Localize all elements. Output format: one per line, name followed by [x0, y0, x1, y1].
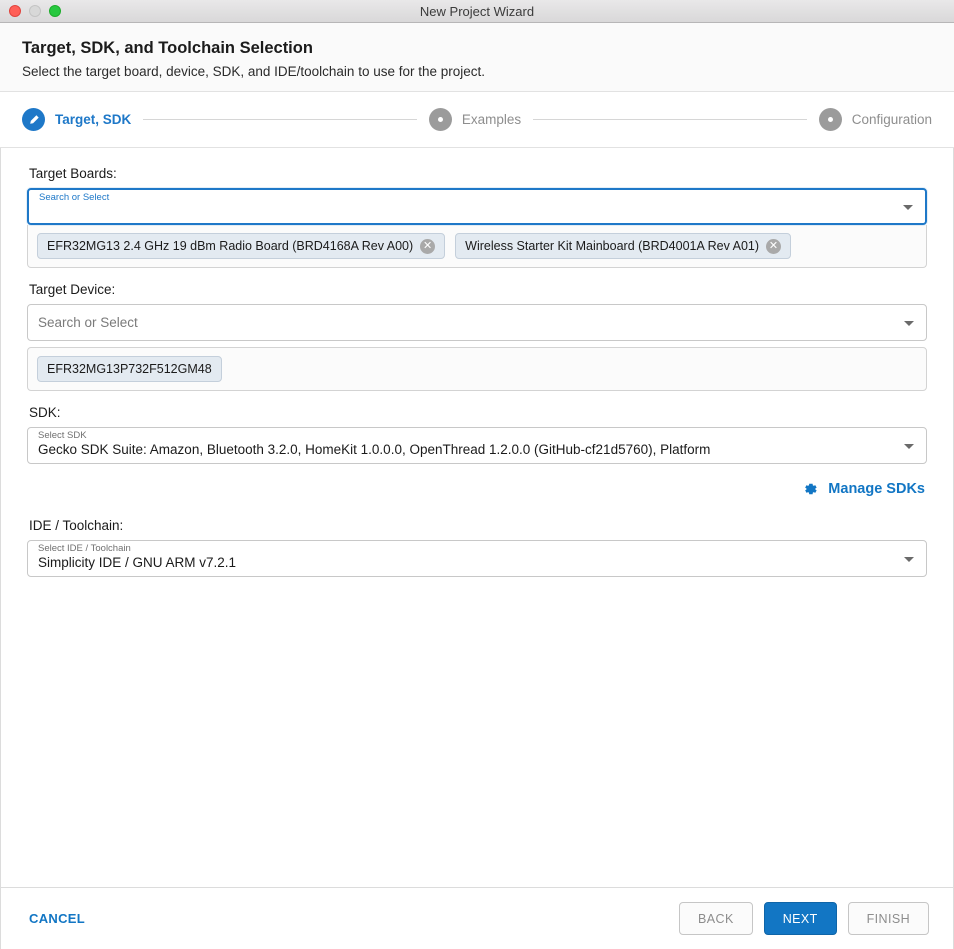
- chip-item[interactable]: [37, 233, 445, 259]
- chevron-down-icon[interactable]: [904, 557, 914, 562]
- chip-remove-icon[interactable]: ✕: [420, 239, 435, 254]
- sdk-label: SDK:: [29, 405, 61, 420]
- stepper-divider-2: [533, 119, 807, 120]
- step-label: Examples: [461, 112, 522, 127]
- chip-label: Wireless Starter Kit Mainboard (BRD4001A Rev A01): [465, 239, 760, 253]
- pencil-icon: [22, 108, 45, 131]
- back-button[interactable]: BACK: [679, 902, 753, 935]
- dot-icon: [429, 108, 452, 131]
- chip-remove-icon[interactable]: ✕: [766, 239, 781, 254]
- footer-buttons: [679, 902, 929, 935]
- step-examples[interactable]: [429, 108, 521, 131]
- manage-sdks-row[interactable]: [27, 480, 925, 498]
- step-label: Configuration: [851, 112, 933, 127]
- sdk-float-label: Select SDK: [38, 430, 87, 441]
- cancel-button[interactable]: CANCEL: [25, 905, 89, 932]
- wizard-header: [0, 23, 954, 92]
- chevron-down-icon[interactable]: [904, 321, 914, 326]
- close-button[interactable]: [9, 5, 21, 17]
- sdk-value: Gecko SDK Suite: Amazon, Bluetooth 3.2.0, HomeKit 1.0.0.0, OpenThread 1.2.0.0 (GitHub-cf21d5760), Platform: [38, 442, 711, 457]
- window-controls: [9, 5, 61, 17]
- chip-label: EFR32MG13 2.4 GHz 19 dBm Radio Board (BRD4168A Rev A00): [47, 239, 414, 253]
- wizard-stepper: [0, 92, 954, 148]
- target-device-label: Target Device:: [29, 282, 116, 297]
- target-boards-float-label: Search or Select: [39, 192, 110, 203]
- chevron-down-icon[interactable]: [904, 444, 914, 449]
- page-title: Target, SDK, and Toolchain Selection: [22, 39, 313, 57]
- target-boards-chips: [27, 225, 927, 268]
- sdk-select[interactable]: [27, 427, 927, 464]
- page-subtitle: Select the target board, device, SDK, and IDE/toolchain to use for the project.: [22, 64, 486, 79]
- target-boards-input[interactable]: [27, 188, 927, 225]
- window-titlebar: [0, 0, 954, 23]
- chevron-down-icon[interactable]: [903, 205, 913, 210]
- dot-icon: [819, 108, 842, 131]
- wizard-footer: [0, 887, 954, 949]
- step-label: Target, SDK: [55, 112, 132, 127]
- zoom-button[interactable]: [49, 5, 61, 17]
- stepper-divider-1: [143, 119, 417, 120]
- target-boards-label: Target Boards:: [29, 166, 117, 181]
- finish-button[interactable]: FINISH: [848, 902, 929, 935]
- wizard-body: [0, 148, 954, 887]
- chip-label: EFR32MG13P732F512GM48: [47, 362, 212, 376]
- target-device-chips: [27, 347, 927, 391]
- chip-item[interactable]: [37, 356, 222, 382]
- target-device-placeholder: Search or Select: [38, 315, 138, 330]
- window-title: New Project Wizard: [419, 3, 535, 19]
- ide-toolchain-value: Simplicity IDE / GNU ARM v7.2.1: [38, 555, 237, 570]
- ide-toolchain-select[interactable]: [27, 540, 927, 577]
- next-button[interactable]: NEXT: [764, 902, 837, 935]
- minimize-button[interactable]: [29, 5, 41, 17]
- chip-item[interactable]: [455, 233, 791, 259]
- manage-sdks-link[interactable]: Manage SDKs: [828, 481, 925, 497]
- step-target-sdk[interactable]: [22, 108, 131, 131]
- target-device-input[interactable]: [27, 304, 927, 341]
- gear-icon: [801, 480, 819, 498]
- step-configuration[interactable]: [819, 108, 932, 131]
- ide-toolchain-label: IDE / Toolchain:: [29, 518, 124, 533]
- ide-toolchain-float-label: Select IDE / Toolchain: [38, 543, 131, 554]
